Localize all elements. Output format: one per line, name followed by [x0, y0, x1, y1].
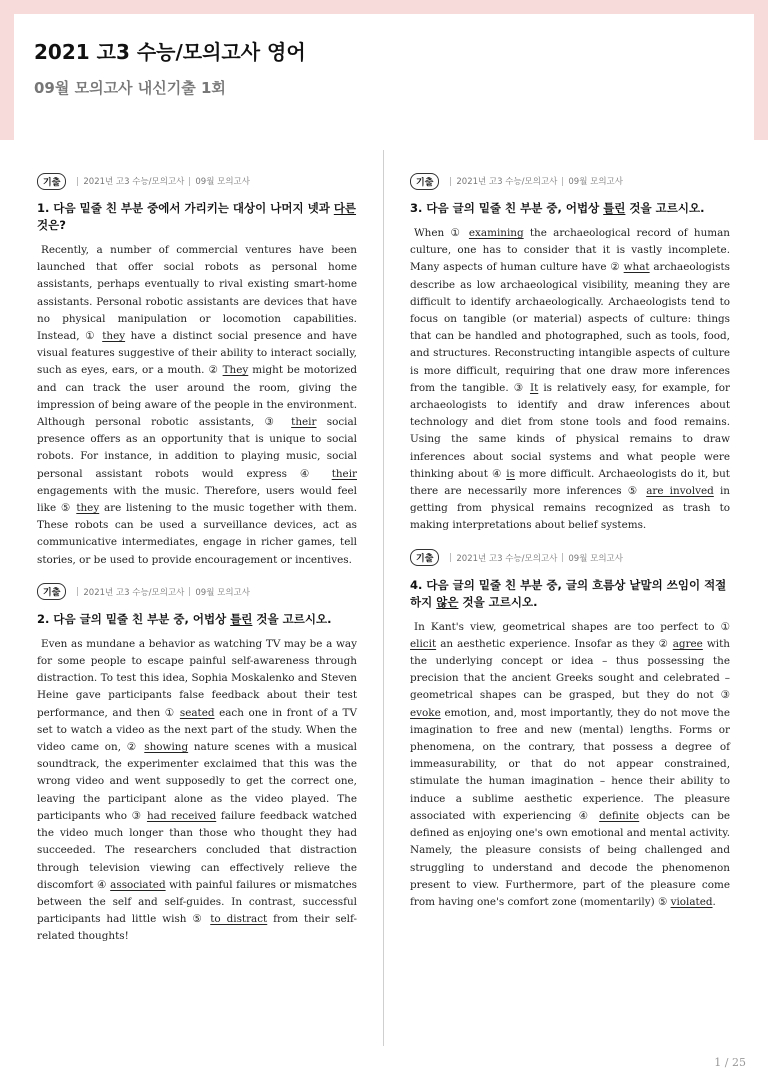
- source-badge: 기출: [37, 173, 66, 190]
- tag-separator: [562, 553, 563, 562]
- question-passage: When ① examining the archaeological record of human culture, one has to consider that it is vastly incomplete. Many aspects of human culture have ② what archaeologists describe as low archaeological visibility, meaning they are difficult to identify archaeologically. Archaeologists tend to focus on tangible (or material) aspects of culture: things that can be handled and photographed, such as tools, food, and structures. Reconstructing intangible aspects of culture is more difficult, requiring that one draw more inferences from the tangible. ③ It is relatively easy, for example, for archaeologists to identify and draw inferences about technology and diet from stone tools and food remains. Using the same kinds of physical remains to draw inferences about social systems and what people were thinking about ④ is more difficult. Archaeologists do it, but there are necessarily more inferences ⑤ are involved in getting from physical remains recognized as trash to making interpretations about belief systems.: [410, 227, 731, 532]
- question-passage: Even as mundane a behavior as watching TV may be a way for some people to escape painful self-awareness through distraction. To test this idea, Sophia Moskalenko and Steven Heine gave participants false feedback about their test performance, and then ① seated each one in front of a TV set to watch a video as the next part of the study. When the video came on, ② showing nature scenes with a musical soundtrack, the experimenter exclaimed that this was the wrong video and went supposedly to get the correct one, leaving the participant alone as the video played. The participants who ③ had received failure feedback watched the video much longer than those who thought they had succeeded. The researchers concluded that distraction through television viewing can effectively relieve the discomfort ④ associated with painful failures or mismatches between the self and self-guides. In contrast, successful participants had little wish ⑤ to distract from their self-related thoughts!: [37, 637, 357, 943]
- underlined-phrase: It: [529, 381, 539, 394]
- question-1: [37, 172, 357, 569]
- source-badge: 기출: [410, 549, 439, 566]
- underlined-phrase: evoke: [410, 706, 441, 719]
- right-column: [410, 172, 730, 925]
- underlined-phrase: their: [291, 416, 317, 429]
- underlined-phrase: seated: [179, 706, 215, 719]
- underlined-phrase: associated: [110, 878, 166, 891]
- question-passage: In Kant's view, geometrical shapes are too perfect to ① elicit an aesthetic experience. Insofar as they ② agree with the underlying concept or idea – thus possessing the precision that the ancient Greeks sought and celebrated – geometrical shapes can be grasped, but they do not ③ evoke emotion, and, most importantly, they do not move the imagination to free and new (mental) lengths. Forms or phenomena, on the contrary, that possess a degree of immeasurability, or that do not appear constrained, stimulate the human imagination – hence their ability to induce a sublime aesthetic experience. The pleasure associated with experiencing ④ definite objects can be defined as enjoying one's own emotional and mental activity. Namely, the pleasure consists of being challenged and struggling to understand and decode the phenomenon present to view. Furthermore, part of the pleasure come from having one's comfort zone (momentarily) ⑤ violated.: [410, 620, 731, 908]
- question-3: [410, 172, 730, 535]
- underlined-phrase: 틀린: [230, 611, 253, 626]
- question-month: 09월 모의고사: [195, 177, 250, 187]
- tag-separator: [77, 587, 78, 596]
- tag-separator: [562, 177, 563, 186]
- question-month: 09월 모의고사: [568, 553, 623, 564]
- underlined-phrase: what: [623, 261, 650, 274]
- question-tag-line: [37, 172, 357, 190]
- left-column: [37, 172, 357, 960]
- tag-separator: [77, 177, 78, 186]
- question-month: 09월 모의고사: [568, 177, 623, 187]
- underlined-phrase: elicit: [410, 637, 437, 650]
- tag-separator: [450, 177, 451, 186]
- underlined-phrase: 않은: [436, 594, 459, 609]
- question-source: 2021년 고3 수능/모의고사: [456, 553, 558, 564]
- page-header-band: [0, 0, 768, 140]
- underlined-phrase: showing: [144, 741, 189, 754]
- underlined-phrase: agree: [672, 637, 703, 650]
- question-source: 2021년 고3 수능/모의고사: [83, 587, 185, 598]
- question-title: 4. 다음 글의 밑줄 친 부분 중, 글의 흐름상 낱말의 쓰임이 적절하지 않은 것을 고르시오.: [410, 577, 727, 609]
- underlined-phrase: to distract: [210, 913, 268, 926]
- question-passage: Recently, a number of commercial ventures have been launched that offer social robots as personal home assistants, perhaps eventually to rival existing smart-home assistants. Personal robotic assistants are devices that have no physical manipulation or locomotion capabilities. Instead, ① they have a distinct social presence and have visual features suggestive of their ability to interact socially, such as eyes, ears, or a mouth. ② They might be motorized and can track the user around the room, giving the impression of being aware of the people in the environment. Although personal robotic assistants, ③ their social presence offers as an opportunity that is unique to social robots. For instance, in addition to playing music, social personal assistant robots would express ④ their engagements with the music. Therefore, users would feel like ⑤ they are listening to the music together with them. These robots can be used a surveillance devices, act as communicative intermediates, engage in richer games, tell stories, or be used to provide encouragement or incentives.: [37, 244, 357, 566]
- underlined-phrase: 틀린: [603, 201, 626, 215]
- underlined-phrase: had received: [146, 809, 217, 822]
- question-title: 3. 다음 글의 밑줄 친 부분 중, 어법상 틀린 것을 고르시오.: [410, 201, 705, 215]
- question-source: 2021년 고3 수능/모의고사: [456, 177, 558, 187]
- underlined-phrase: violated: [670, 895, 713, 908]
- underlined-phrase: they: [102, 330, 126, 343]
- question-title: 1. 다음 밑줄 친 부분 중에서 가리키는 대상이 나머지 넷과 다른 것은?: [37, 201, 357, 232]
- question-tag-line: [37, 583, 357, 601]
- question-2: [37, 583, 357, 946]
- underlined-phrase: are involved: [646, 485, 714, 498]
- tag-separator: [450, 553, 451, 562]
- underlined-phrase: examining: [468, 227, 524, 239]
- underlined-phrase: definite: [599, 809, 640, 822]
- source-badge: 기출: [37, 583, 66, 600]
- underlined-phrase: is: [506, 467, 515, 480]
- question-title: 2. 다음 글의 밑줄 친 부분 중, 어법상 틀린 것을 고르시오.: [37, 611, 332, 626]
- underlined-phrase: They: [222, 364, 249, 377]
- question-tag-line: [410, 549, 730, 567]
- tag-separator: [189, 177, 190, 186]
- source-badge: 기출: [410, 173, 439, 190]
- tag-separator: [189, 587, 190, 596]
- page-title: 2021 고3 수능/모의고사 영어: [34, 40, 306, 64]
- underlined-phrase: 다른: [333, 201, 357, 215]
- underlined-phrase: their: [331, 467, 357, 480]
- question-tag-line: [410, 172, 730, 190]
- page-number: 1 / 25: [714, 1056, 746, 1069]
- page-subtitle: 09월 모의고사 내신기출 1회: [34, 79, 226, 97]
- question-4: [410, 549, 730, 911]
- question-month: 09월 모의고사: [195, 587, 250, 598]
- underlined-phrase: they: [76, 502, 100, 515]
- question-source: 2021년 고3 수능/모의고사: [83, 177, 185, 187]
- column-divider: [383, 150, 384, 1046]
